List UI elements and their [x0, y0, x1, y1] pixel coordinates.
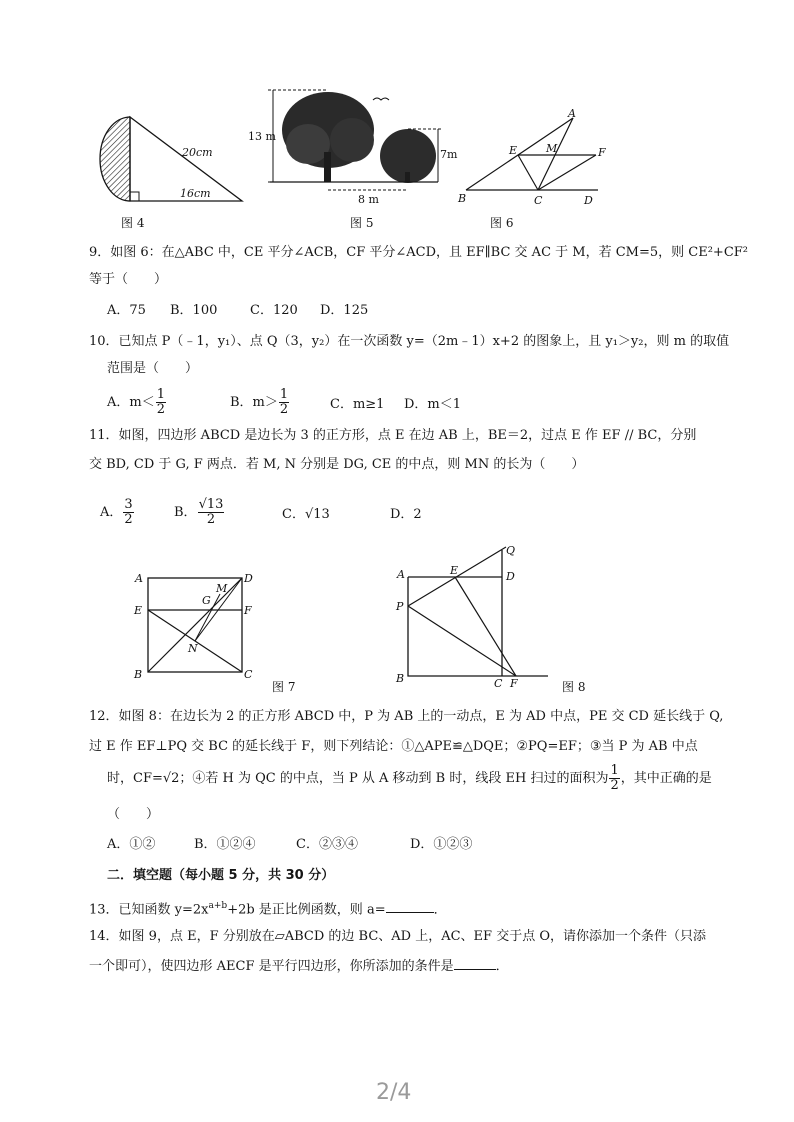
label-B: B	[134, 668, 143, 681]
q11-line1: 11．如图，四边形 ABCD 是边长为 3 的正方形，点 E 在边 AB 上，BE＝2，过点 E 作 EF // BC，分别	[89, 428, 697, 443]
label-E: E	[134, 604, 143, 617]
label-P: P	[396, 600, 404, 613]
q9-choice-b: B．100	[170, 303, 218, 318]
q11-choice-b: B． $\frac{√13}{2}$	[174, 497, 224, 527]
q10-choice-d: D．m＜1	[404, 397, 462, 412]
semicircle-hatched	[100, 117, 130, 201]
q10-frac-a: $\frac{1}{2}$	[156, 387, 165, 417]
q11-choice-c: C．√13	[282, 507, 330, 522]
q14-line1: 14．如图 9，点 E，F 分别放在▱ABCD 的边 BC、AD 上，AC、EF 交于点 O，请你添加一个条件（只添	[89, 929, 706, 944]
label-M: M	[546, 142, 558, 155]
q13-answer-blank	[386, 900, 434, 913]
q10-choice-c: C．m≥1	[330, 397, 385, 412]
q9-line2: 等于（ ）	[89, 272, 168, 287]
q12-choice-d: D．①②③	[410, 837, 473, 852]
fig5-caption: 图 5	[350, 216, 374, 230]
label-G: G	[202, 594, 211, 607]
q12-line4: （ ）	[107, 807, 160, 822]
label-D: D	[244, 572, 253, 585]
label-F: F	[598, 146, 606, 159]
figure-5	[248, 86, 458, 206]
q12-line2: 过 E 作 EF⊥PQ 交 BC 的延长线于 F，则下列结论：①△APE≌△DQE；②PQ=EF；③当 P 为 AB 中点	[89, 739, 698, 754]
page-number: 2/4	[376, 1080, 412, 1105]
q14-line2: 一个即可），使四边形 AECF 是平行四边形，你所添加的条件是 ．	[89, 959, 509, 974]
label-B: B	[396, 672, 405, 685]
label-F: F	[244, 604, 252, 617]
q12-choice-c: C．②③④	[296, 837, 358, 852]
q11-choice-d: D．2	[390, 507, 422, 522]
figure-8	[392, 542, 562, 690]
label-A: A	[135, 572, 143, 585]
fig6-caption: 图 6	[490, 216, 514, 230]
q13-line: 13．已知函数 $y=2x^{a+b}+2b$ 是正比例函数，则 a= ．	[89, 901, 447, 918]
label-A: A	[397, 568, 405, 581]
label-Q: Q	[506, 544, 516, 557]
label-B: B	[458, 192, 467, 205]
figure-7	[128, 568, 268, 688]
q11-line2: 交 BD, CD 于 G, F 两点．若 M, N 分别是 DG, CE 的中点，则 MN 的长为（ ）	[89, 457, 585, 472]
label-hyp: 20cm	[182, 146, 213, 159]
q9-choice-a: A．75	[107, 303, 146, 318]
q12-choice-a: A．①②	[107, 837, 156, 852]
q14-answer-blank	[454, 957, 496, 970]
q12-frac: $\frac{1}{2}$	[610, 763, 619, 793]
figure-4	[88, 112, 258, 212]
label-D: D	[584, 194, 593, 207]
label-base: 16cm	[180, 187, 211, 200]
label-D: D	[506, 570, 515, 583]
label-N: N	[188, 642, 198, 655]
label-8m: 8 m	[358, 193, 379, 206]
q12-choice-b: B．①②④	[194, 837, 256, 852]
label-F: F	[510, 677, 518, 690]
label-C: C	[494, 677, 503, 690]
label-A: A	[568, 107, 576, 120]
q10-frac-b: $\frac{1}{2}$	[279, 387, 289, 417]
q12-line1: 12．如图 8：在边长为 2 的正方形 ABCD 中，P 为 AB 上的一动点，E 为 AD 中点，PE 交 CD 延长线于 Q,	[89, 709, 724, 724]
q9-choice-d: D．125	[320, 303, 369, 318]
label-13m: 13 m	[248, 130, 276, 143]
label-E: E	[509, 144, 518, 157]
q10-choice-b: B．m＞ $\frac{1}{2}$	[230, 387, 289, 417]
label-C: C	[244, 668, 253, 681]
figure-6	[458, 108, 618, 208]
fig8-caption: 图 8	[562, 680, 586, 694]
q11-choice-a: A． $\frac{3}{2}$	[100, 497, 133, 527]
label-E: E	[450, 564, 459, 577]
q10-line1: 10．已知点 P（﹣1，y₁）、点 Q（3，y₂）在一次函数 y=（2m﹣1）x+2 的图象上，且 y₁＞y₂，则 m 的取值	[89, 334, 730, 349]
q9-choice-c: C．120	[250, 303, 298, 318]
label-M: M	[216, 582, 228, 595]
q9-line1: 9．如图 6：在△ABC 中，CE 平分∠ACB，CF 平分∠ACD，且 EF∥BC 交 AC 于 M，若 CM=5，则 CE²+CF²	[89, 245, 749, 260]
q12-line3: 时，CF=√2；④若 H 为 QC 的中点，当 P 从 A 移动到 B 时，线段 EH 扫过的面积为 $\frac{1}{2}$ ，其中正确的是	[107, 763, 712, 793]
q10-choice-a: A．m＜ $\frac{1}{2}$	[107, 387, 165, 417]
fig7-caption: 图 7	[272, 680, 296, 694]
label-7m: 7m	[440, 148, 458, 161]
label-C: C	[534, 194, 543, 207]
fig4-caption: 图 4	[121, 216, 145, 230]
section-heading: 二．填空题（每小题 5 分，共 30 分）	[107, 868, 335, 883]
q10-line2: 范围是（ ）	[107, 361, 199, 376]
